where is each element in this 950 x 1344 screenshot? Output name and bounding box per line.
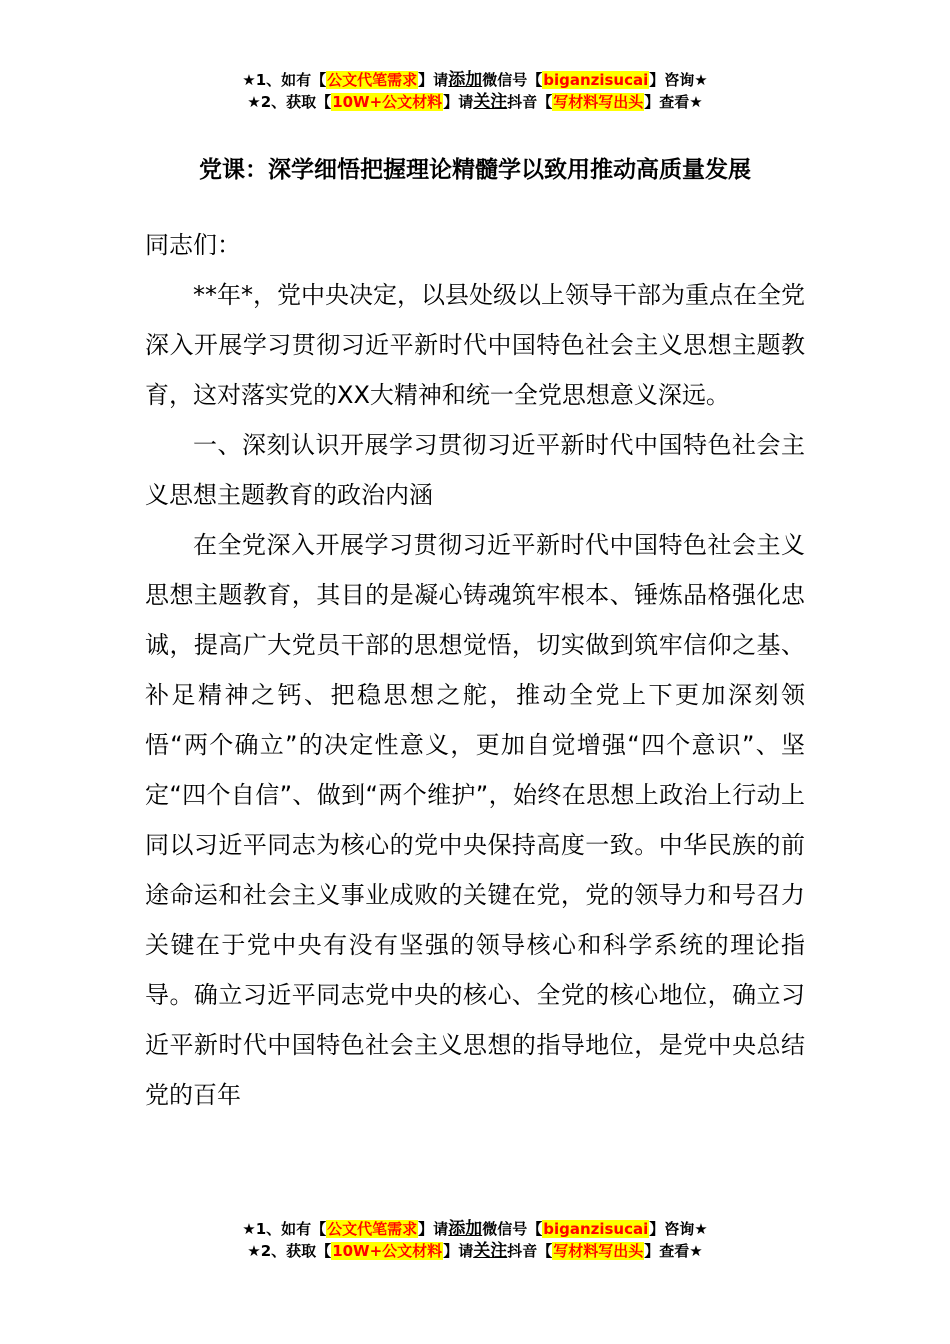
wechat-id-highlight: biganzisucai (543, 1220, 649, 1238)
document-body (145, 220, 805, 1120)
promo-text: 】请 (418, 71, 449, 89)
promo-text: 】查看★ (644, 1242, 703, 1260)
promo-highlight: 公文代笔需求 (327, 1220, 418, 1238)
promo-text: 】查看★ (644, 93, 703, 111)
document-title: 党课：深学细悟把握理论精髓学以致用推动高质量发展 (199, 157, 751, 183)
promo-text: ★2、获取【 (247, 93, 332, 111)
promo-line-2 (0, 91, 950, 113)
promo-emphasis: 关注 (473, 1241, 508, 1261)
promo-highlight: 10W+公文材料 (332, 1242, 443, 1260)
douyin-id-highlight: 写材料写出头 (553, 93, 644, 111)
salutation: 同志们： (145, 231, 241, 259)
promo-text: 】请 (443, 1242, 474, 1260)
promo-line-1 (0, 1218, 950, 1240)
promo-text: 】咨询★ (649, 1220, 708, 1238)
promo-banner-top (0, 69, 950, 113)
promo-emphasis: 添加 (448, 70, 483, 90)
promo-line-2 (0, 1240, 950, 1262)
promo-text: ★1、如有【 (242, 1220, 327, 1238)
promo-line-1 (0, 69, 950, 91)
promo-text: 微信号【 (482, 71, 543, 89)
promo-text: 】咨询★ (649, 71, 708, 89)
section-heading: 一、深刻认识开展学习贯彻习近平新时代中国特色社会主义思想主题教育的政治内涵 (145, 431, 805, 509)
wechat-id-highlight: biganzisucai (543, 71, 649, 89)
promo-text: 抖音【 (507, 1242, 553, 1260)
promo-emphasis: 添加 (448, 1219, 483, 1239)
body-paragraph: 在全党深入开展学习贯彻习近平新时代中国特色社会主义思想主题教育，其目的是凝心铸魂筑牢根本、锤炼品格强化忠诚，提高广大党员干部的思想觉悟，切实做到筑牢信仰之基、补足精神之钙、把稳思想之舵，推动全党上下更加深刻领悟“两个确立”的决定性意义，更加自觉增强“四个意识”、坚定“四个自信”、做到“两个维护”，始终在思想上政治上行动上同以习近平同志为核心的党中央保持高度一致。中华民族的前途命运和社会主义事业成败的关键在党，党的领导力和号召力关键在于党中央有没有坚强的领导核心和科学系统的理论指导。确立习近平同志党中央的核心、全党的核心地位，确立习近平新时代中国特色社会主义思想的指导地位，是党中央总结党的百年 (145, 531, 805, 1109)
promo-text: ★2、获取【 (247, 1242, 332, 1260)
promo-text: 抖音【 (507, 93, 553, 111)
body-paragraph: **年*，党中央决定，以县处级以上领导干部为重点在全党深入开展学习贯彻习近平新时代中国特色社会主义思想主题教育，这对落实党的XX大精神和统一全党思想意义深远。 (145, 281, 805, 409)
promo-emphasis: 关注 (473, 92, 508, 112)
promo-text: 微信号【 (482, 1220, 543, 1238)
promo-text: 】请 (418, 1220, 449, 1238)
promo-highlight: 10W+公文材料 (332, 93, 443, 111)
promo-highlight: 公文代笔需求 (327, 71, 418, 89)
promo-text: 】请 (443, 93, 474, 111)
douyin-id-highlight: 写材料写出头 (553, 1242, 644, 1260)
promo-text: ★1、如有【 (242, 71, 327, 89)
promo-banner-bottom (0, 1218, 950, 1262)
